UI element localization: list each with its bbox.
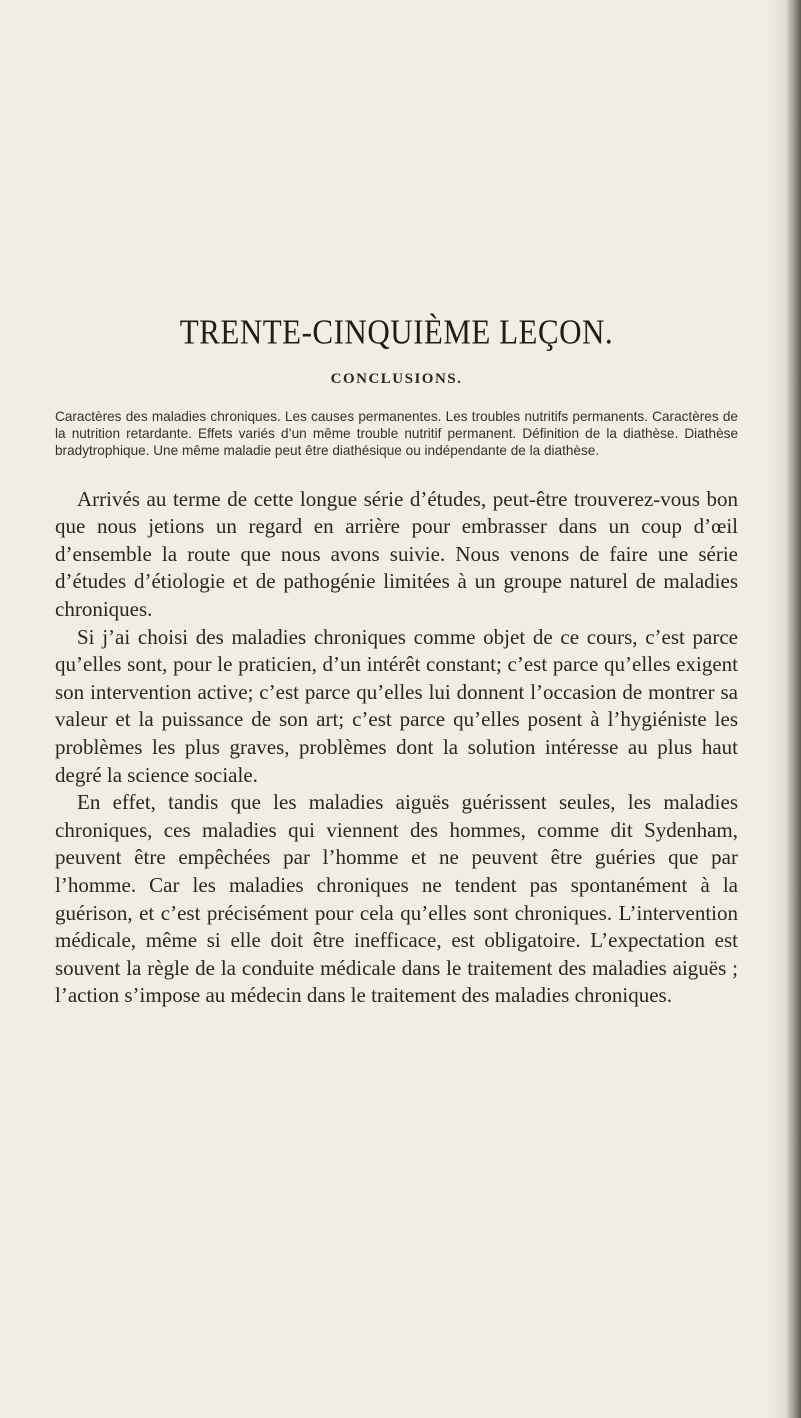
body-text [55, 486, 738, 1010]
page-gutter-shadow [769, 0, 787, 1418]
lesson-title: TRENTE-CINQUIÈME LEÇON. [179, 312, 614, 352]
page-content [55, 312, 738, 1010]
chapter-summary: Caractères des maladies chroniques. Les causes permanentes. Les troubles nutritifs permanents. Caractères de la nutrition retardante. Effets variés d’un même trouble nutritif permanent. Définition de la diathèse. Diathèse bradytrophique. Une même maladie peut être diathésique ou indépendante de la diathèse. [55, 409, 738, 459]
page-edge [787, 0, 801, 1418]
paragraph-1: Arrivés au terme de cette longue série d’études, peut-être trouverez-vous bon que nous jetions un regard en arrière pour embrasser dans un coup d’œil d’ensemble la route que nous avons suivie. Nous venons de faire une série d’études d’étiologie et de pathogénie limitées à un groupe naturel de maladies chroniques. [55, 486, 738, 621]
paragraph-3: En effet, tandis que les maladies aiguës guérissent seules, les maladies chroniques, ces maladies qui viennent des hommes, comme dit Sydenham, peuvent être empêchées par l’homme et ne peuvent être guéries que par l’homme. Car les maladies chroniques ne tendent pas spontanément à la guérison, et c’est précisément pour cela qu’elles sont chroniques. L’intervention médicale, même si elle doit être inefficace, est obligatoire. L’expectation est souvent la règle de la conduite médicale dans le traitement des maladies aiguës ; l’action s’impose au médecin dans le traitement des maladies chroniques. [55, 790, 738, 1008]
section-heading: CONCLUSIONS. [330, 371, 463, 387]
paragraph-2: Si j’ai choisi des maladies chroniques comme objet de ce cours, c’est parce qu’elles sont, pour le praticien, d’un intérêt constant; c’est parce qu’elles exigent son intervention active; c’est parce qu’elles lui donnent l’occasion de montrer sa valeur et la puissance de son art; c’est parce qu’elles posent à l’hygiéniste les problèmes les plus graves, problèmes dont la solution intéresse au plus haut degré la science sociale. [55, 624, 738, 787]
